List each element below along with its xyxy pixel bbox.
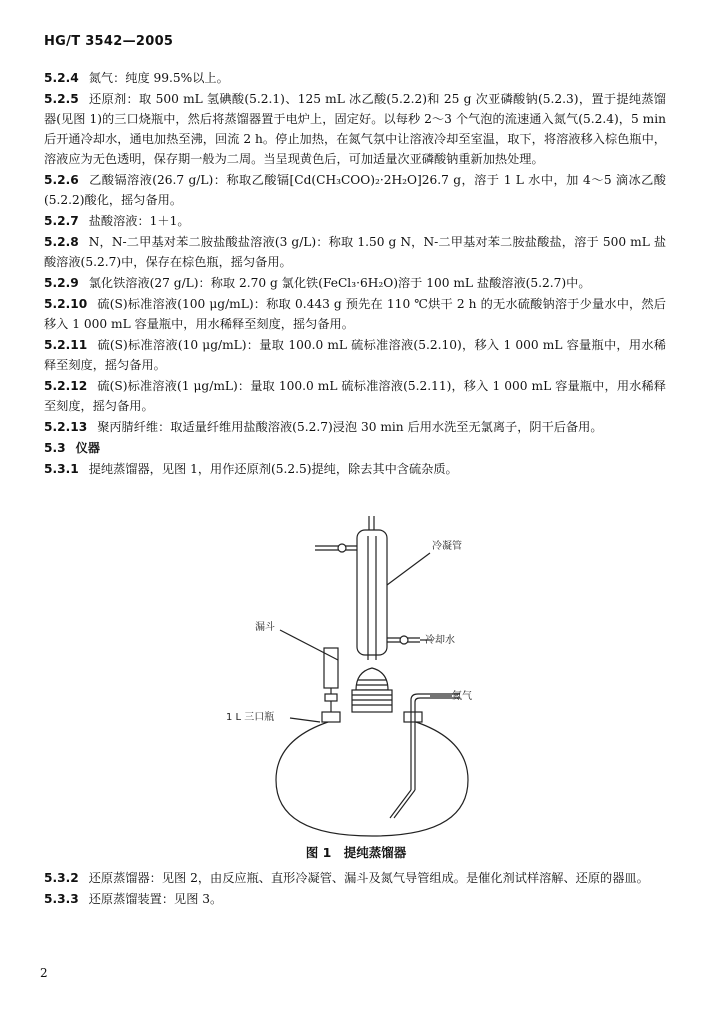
clause-number: 5.2.10	[44, 297, 88, 311]
figure-caption: 图 1 提纯蒸馏器	[305, 845, 407, 860]
label-flask: 1 L 三口瓶	[226, 712, 275, 723]
page-number: 2	[40, 966, 48, 980]
clause-number: 5.2.4	[44, 71, 79, 85]
clause-number: 5.2.5	[44, 92, 79, 106]
section-title: 仪器	[75, 441, 100, 455]
clause-text: 氮气：纯度 99.5%以上。	[88, 71, 229, 85]
clause-text: 提纯蒸馏器，见图 1，用作还原剂(5.2.5)提纯，除去其中含硫杂质。	[88, 462, 458, 476]
figure-purification-still	[0, 500, 712, 840]
paragraph-5-2-10	[44, 294, 666, 334]
clause-text: 氯化铁溶液(27 g/L)：称取 2.70 g 氯化铁(FeCl₃·6H₂O)溶于 100 mL 盐酸溶液(5.2.7)中。	[88, 276, 591, 290]
clause-number: 5.2.11	[44, 338, 88, 352]
section-heading-5-3	[44, 438, 666, 458]
clause-text: 硫(S)标准溶液(1 μg/mL)：量取 100.0 mL 硫标准溶液(5.2.11)，移入 1 000 mL 容量瓶中，用水稀释至刻度，摇匀备用。	[44, 379, 666, 413]
paragraph-5-2-4	[44, 68, 666, 88]
paragraph-5-3-3	[44, 889, 666, 909]
clause-number: 5.2.7	[44, 214, 79, 228]
clause-text: 硫(S)标准溶液(100 μg/mL)：称取 0.443 g 预先在 110 ℃烘干 2 h 的无水硫酸钠溶于少量水中，然后移入 1 000 mL 容量瓶中，用水稀释至刻度，摇匀备用。	[44, 297, 666, 331]
three-neck-flask	[276, 714, 468, 836]
label-funnel: 漏斗	[255, 622, 275, 633]
clause-text: 还原蒸馏装置：见图 3。	[88, 892, 223, 906]
clause-text: 盐酸溶液：1＋1。	[88, 214, 190, 228]
paragraph-5-2-11	[44, 335, 666, 375]
clause-number: 5.2.13	[44, 420, 88, 434]
label-condenser: 冷凝管	[432, 541, 462, 552]
content-body	[44, 68, 666, 480]
clause-text: 还原蒸馏器：见图 2，由反应瓶、直形冷凝管、漏斗及氮气导管组成。是催化剂试样溶解、还原的器皿。	[88, 871, 649, 885]
clause-text: 乙酸镉溶液(26.7 g/L)：称取乙酸镉[Cd(CH₃COO)₂·2H₂O]26.7 g，溶于 1 L 水中，加 4～5 滴冰乙酸(5.2.2)酸化，摇匀备用。	[44, 173, 666, 207]
paragraph-5-2-7	[44, 211, 666, 231]
paragraph-5-2-9	[44, 273, 666, 293]
clause-number: 5.3.3	[44, 892, 79, 906]
section-number: 5.3	[44, 441, 66, 455]
clause-text: 硫(S)标准溶液(10 μg/mL)：量取 100.0 mL 硫标准溶液(5.2.10)，移入 1 000 mL 容量瓶中，用水稀释至刻度，摇匀备用。	[44, 338, 666, 372]
clause-number: 5.2.8	[44, 235, 79, 249]
paragraph-5-3-1	[44, 459, 666, 479]
clause-number: 5.2.9	[44, 276, 79, 290]
label-cooling-water: 冷却水	[425, 635, 455, 646]
condenser-jacket	[357, 530, 387, 655]
paragraph-5-2-6	[44, 170, 666, 210]
paragraph-5-2-12	[44, 376, 666, 416]
paragraph-5-2-13	[44, 417, 666, 437]
paragraph-5-3-2	[44, 868, 666, 888]
clause-number: 5.3.2	[44, 871, 79, 885]
content-body-lower	[44, 868, 666, 910]
apparatus-diagram	[0, 500, 712, 840]
clause-number: 5.2.12	[44, 379, 88, 393]
paragraph-5-2-5	[44, 89, 666, 169]
clause-text: 还原剂：取 500 mL 氢碘酸(5.2.1)、125 mL 冰乙酸(5.2.2)和 25 g 次亚磷酸钠(5.2.3)，置于提纯蒸馏器(见图 1)的三口烧瓶中，然后将蒸馏器置于电炉上，固定好。以每秒 2～3 个气泡的流速通入氮气(5.2.4)，5 min 后开通冷却水，通电加热至沸，回流 2 h。停止加热，在氮气氛中让溶液冷却至室温，取下，将溶液移入棕色瓶中，溶液应为无色透明，保存期一般为二周。当呈现黄色后，可加适量次亚磷酸钠重新加热处理。	[44, 92, 666, 166]
document-header: HG/T 3542—2005	[44, 34, 174, 49]
clause-text: N，N-二甲基对苯二胺盐酸盐溶液(3 g/L)：称取 1.50 g N，N-二甲基对苯二胺盐酸盐，溶于 500 mL 盐酸溶液(5.2.7)中，保存在棕色瓶，摇匀备用。	[44, 235, 666, 269]
clause-number: 5.3.1	[44, 462, 79, 476]
clause-text: 聚丙腈纤维：取适量纤维用盐酸溶液(5.2.7)浸泡 30 min 后用水洗至无氯离子，阴干后备用。	[97, 420, 603, 434]
label-nitrogen: 氮气	[452, 691, 472, 702]
clause-number: 5.2.6	[44, 173, 79, 187]
paragraph-5-2-8	[44, 232, 666, 272]
